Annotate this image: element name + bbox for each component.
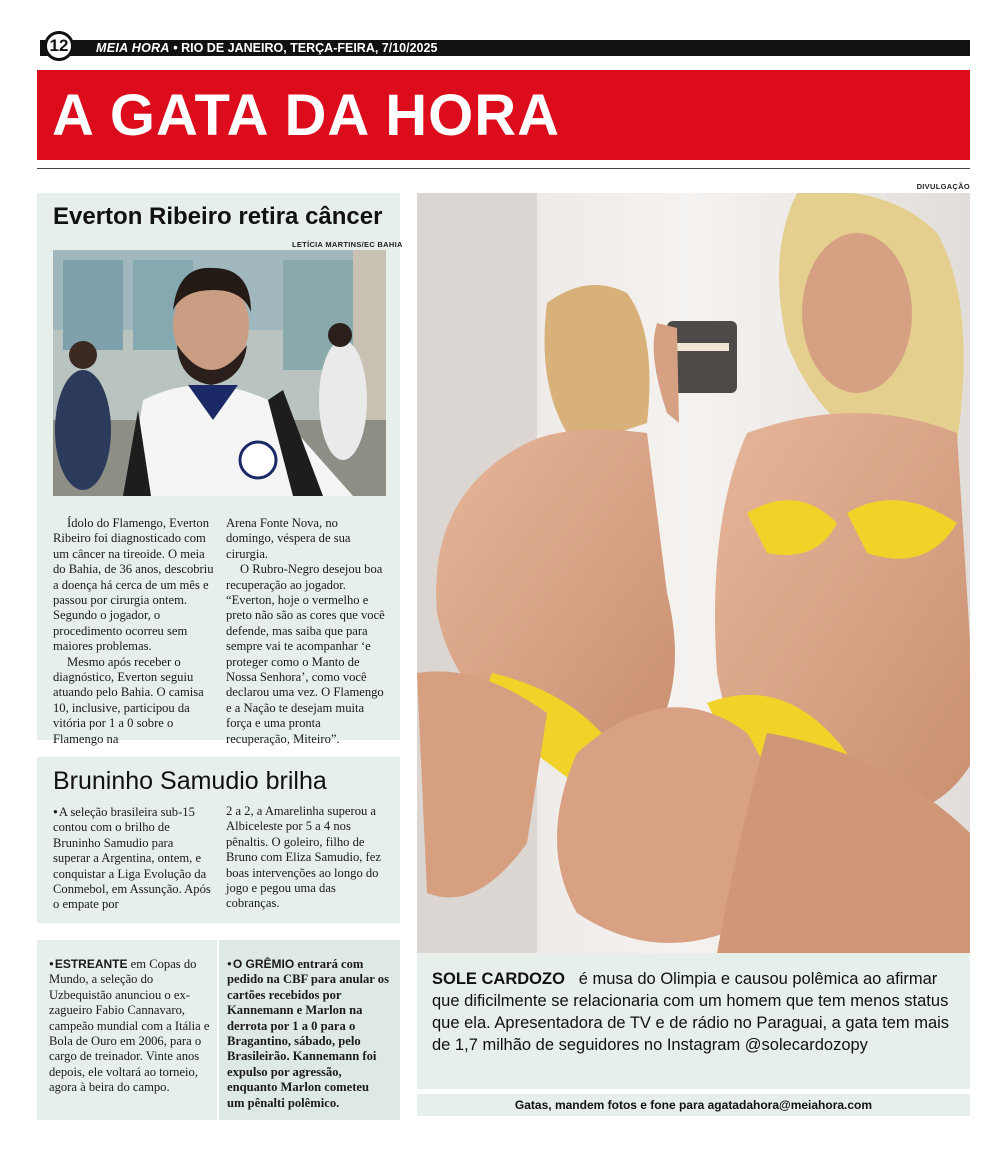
feature-photo-illustration [417,193,970,953]
story-everton-paragraph: Arena Fonte Nova, no domingo, véspera de sua cirurgia. [226,516,351,561]
page-number: 12 [44,31,74,61]
brief-estreante-text: em Copas do Mundo, a seleção do Uzbequistão anunciou o ex-zagueiro Fabio Cannavaro, campeão mundial com a Itália e Bola de Ouro em 2006, para o cargo de treinador. Vinte anos depois, ele voltará ao torneio, agora à beira do campo. [49,957,210,1095]
story-everton-paragraph: O Rubro-Negro desejou boa recuperação ao jogador. “Everton, hoje o vermelho e preto não são as cores que você defende, mas saiba que para sempre vai te acompanhar ‘e proteger como o Manto de Nossa Senhora’, como você declarou uma vez. O Flamengo e a Nação te desejam muita força e uma pronta recuperação, Miteiro”. [226,562,385,746]
story-everton-paragraph: Mesmo após receber o diagnóstico, Everton seguiu atuando pelo Bahia. O camisa 10, inclusive, participou da vitória por 1 a 0 sobre o Flamengo na [53,654,204,746]
story-bruninho-col2 [226,804,386,912]
dateline [96,40,437,56]
brief-estreante-lead: ESTREANTE [54,957,128,971]
bullet-icon: ● [53,807,58,816]
brand-name: MEIA HORA [96,41,170,55]
story-bruninho-text: 2 a 2, a Amarelinha superou a Albiceleste por 5 a 4 nos pênaltis. O goleiro, filho de Bruno com Eliza Samudio, fez boas intervenções ao longo do jogo e pegou uma das cobranças. [226,804,381,911]
feature-footer: Gatas, mandem fotos e fone para agatadahora@meiahora.com [417,1094,970,1116]
header-rule [37,168,970,169]
feature-photo [417,193,970,953]
feature-name: SOLE CARDOZO [432,970,565,988]
story-everton-col2 [226,516,386,747]
story-bruninho-text: A seleção brasileira sub-15 contou com o brilho de Bruninho Samudio para superar a Argentina, ontem, e conquistar a Liga Evolução da Conmebol, em Assunção. Após o empate por [53,805,211,912]
feature-photo-credit: DIVULGAÇÃO [916,182,970,191]
brief-gremio-text: entrará com pedido na CBF para anular os cartões recebidos por Kannemann e Marlon na derrota por 1 a 0 para o Bragantino, sábado, pelo Brasileirão. Kannemann foi expulso por agressão, enquanto Marlon cometeu um pênalti polêmico. [227,957,390,1110]
feature-caption [432,968,960,1056]
brief-gremio-lead: O GRÊMIO [232,957,295,971]
feature-caption-text: é musa do Olimpia e causou polêmica ao afirmar que dificilmente se relacionaria com um homem que tem menos status que ela. Apresentadora de TV e de rádio no Paraguai, a gata tem mais de 1,7 milhão de seguidores no Instagram @solecardozopy [432,970,950,1054]
story-everton-col1 [53,516,216,747]
bullet-icon: ● [49,959,54,968]
story-bruninho-col1 [53,804,213,913]
story-everton-paragraph: Ídolo do Flamengo, Everton Ribeiro foi diagnosticado com um câncer na tireoide. O meia do Bahia, de 36 anos, descobriu a doença há cerca de um mês e passou por cirurgia ontem. Segundo o jogador, o procedimento ocorreu sem maiores problemas. [53,516,214,654]
story-everton-title: Everton Ribeiro retira câncer [53,203,383,230]
story-everton-photo-credit: LETÍCIA MARTINS/EC BAHIA [292,240,403,249]
brief-gremio [227,956,389,1111]
bullet-icon: ● [227,959,232,968]
brief-estreante [49,956,211,1096]
everton-photo [53,250,386,496]
section-title: A GATA DA HORA [52,83,561,148]
dateline-text: • RIO DE JANEIRO, TERÇA-FEIRA, 7/10/2025 [173,41,438,55]
story-bruninho-title: Bruninho Samudio brilha [53,767,327,795]
everton-photo-illustration [53,250,386,496]
